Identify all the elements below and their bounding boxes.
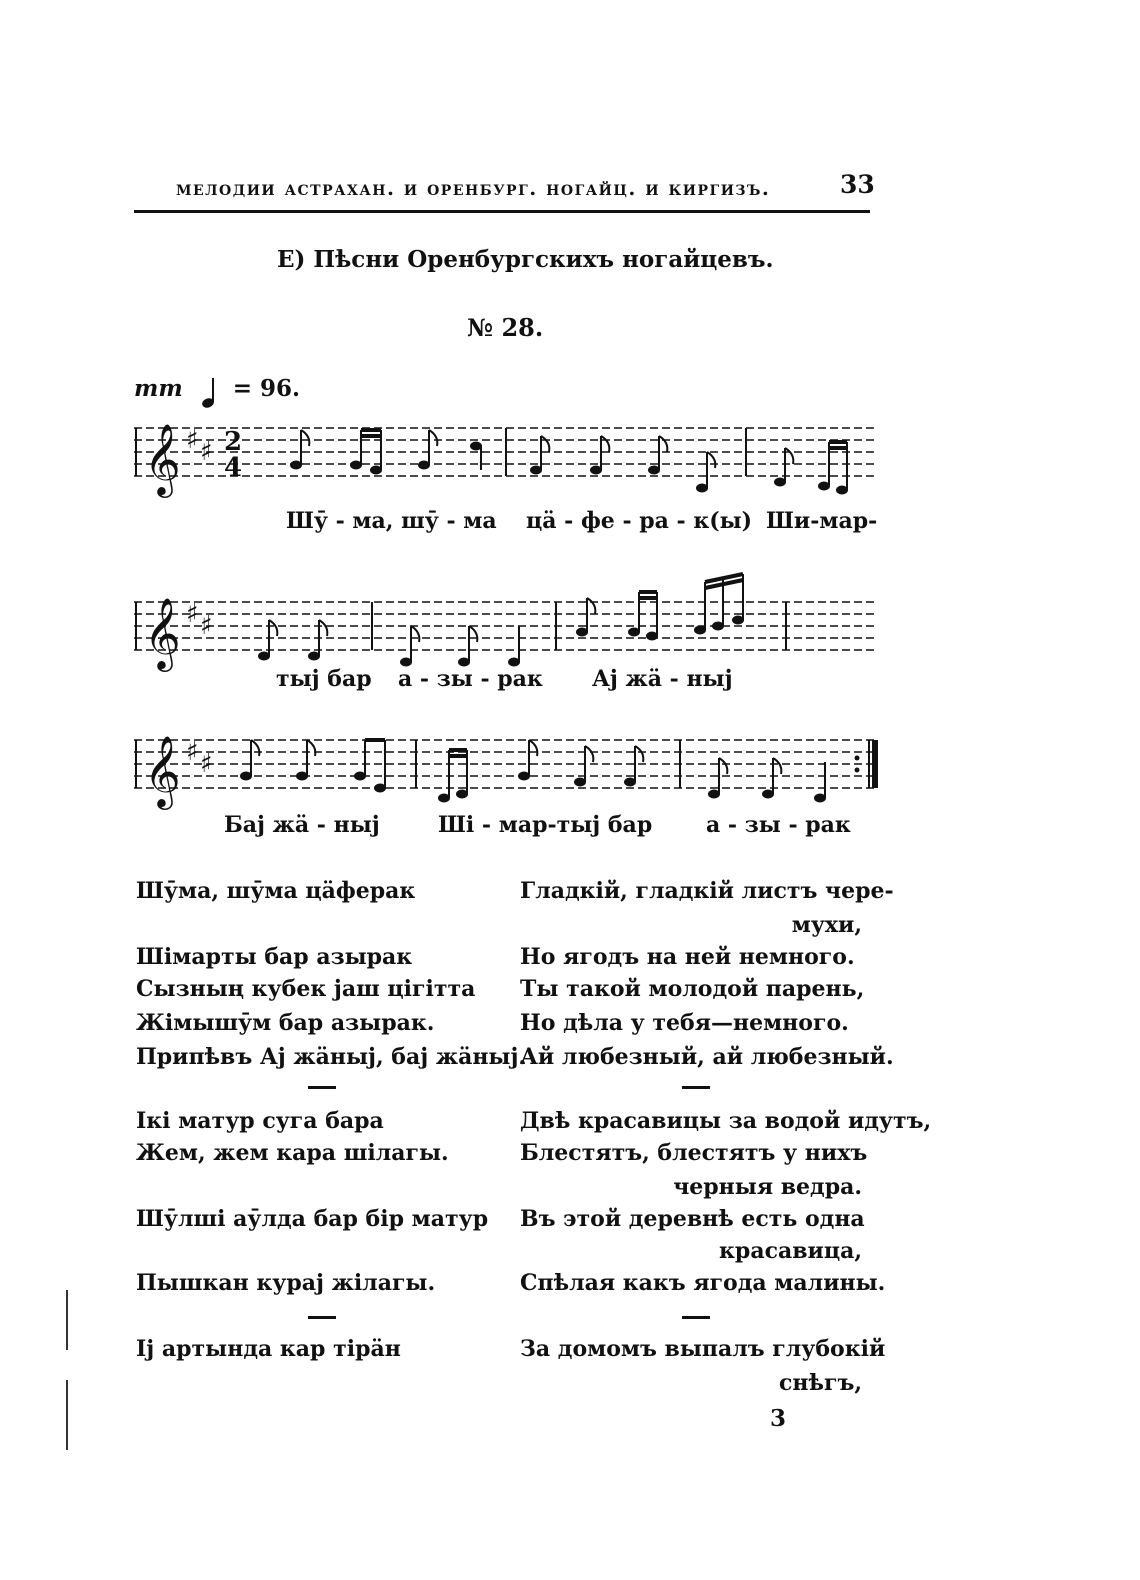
- sharp-icon: ♯: [200, 611, 213, 641]
- staff-3-lyric-2: Ші - мар-тыј бар: [438, 812, 653, 838]
- verse-right-line: Спѣлая какъ ягода малины.: [520, 1270, 886, 1296]
- tempo-value: = 96.: [232, 375, 301, 402]
- song-number: № 28.: [467, 313, 544, 342]
- verse-right-line: Въ этой деревнѣ есть одна: [520, 1206, 865, 1232]
- verse-right-line: Блестятъ, блестятъ у нихъ: [520, 1140, 868, 1166]
- stanza-divider: [308, 1086, 336, 1089]
- staff-2-lyric-2: а - зы - рак: [398, 666, 543, 692]
- verse-right-line: Ты такой молодой парень,: [520, 976, 865, 1002]
- verses-right-column: [520, 0, 932, 1580]
- verse-left-line: Припѣвъ Ај жӓныј, бај жӓныј.: [136, 1044, 527, 1070]
- staff-1-lyric-3: Ши-мар-: [766, 508, 878, 534]
- stanza-divider: [682, 1086, 710, 1089]
- section-title: Е) Пѣсни Оренбургскихъ ногайцевъ.: [277, 246, 774, 273]
- stanza-divider: [308, 1316, 336, 1319]
- verse-left-line: Шӯлші аӯлда бар бір матур: [136, 1206, 489, 1232]
- verse-right-line: черныя ведра.: [673, 1174, 862, 1200]
- staff-2-lyric-3: Ај жӓ - ныј: [592, 666, 733, 692]
- sharp-icon: ♯: [200, 437, 213, 467]
- verse-right-line: красавица,: [719, 1238, 862, 1264]
- sharp-icon: ♯: [186, 425, 199, 455]
- verse-left-line: Жем, жем кара шілагы.: [136, 1140, 449, 1166]
- stanza-divider: [682, 1316, 710, 1319]
- verse-right-line: Но дѣла у тебя—немного.: [520, 1010, 849, 1036]
- staff-3-lyric-3: а - зы - рак: [706, 812, 851, 838]
- verse-left-line: Жімышӯм бар азырак.: [136, 1010, 435, 1036]
- verse-right-line: Но ягодъ на ней немного.: [520, 944, 855, 970]
- time-signature-top: 2: [224, 427, 243, 457]
- margin-scan-line: [66, 1290, 68, 1350]
- running-head: мелодии астрахан. и оренбург. ногайц. и киргизъ.: [176, 176, 771, 200]
- verse-left-line: Шімарты бар азырак: [136, 944, 413, 970]
- verse-right-line: Гладкій, гладкій листъ чере-: [520, 878, 894, 904]
- staff-1-lyric-1: Шӯ - ма, шӯ - ма: [286, 508, 497, 534]
- verse-right-line: Ай любезный, ай любезный.: [520, 1044, 894, 1070]
- signature-mark: 3: [770, 1405, 787, 1432]
- sharp-icon: ♯: [200, 749, 213, 779]
- verse-right-line: За домомъ выпалъ глубокій: [520, 1336, 886, 1362]
- staff-2-lyric-1: тыј бар: [276, 666, 372, 692]
- margin-scan-line: [66, 1380, 68, 1450]
- treble-clef-icon: 𝄞: [144, 734, 181, 807]
- verse-left-line: Ікі матур суга бара: [136, 1108, 384, 1134]
- verse-left-line: Шӯма, шӯма цӓферак: [136, 878, 416, 904]
- staff-3-lyric-1: Бај жӓ - ныј: [224, 812, 380, 838]
- time-signature-bottom: 4: [224, 453, 243, 483]
- treble-clef-icon: 𝄞: [144, 422, 181, 495]
- page-number: 33: [840, 170, 875, 199]
- verse-left-line: Іj артында кар тірӓн: [136, 1336, 401, 1362]
- verse-left-line: Пышкан кураj жілагы.: [136, 1270, 436, 1296]
- verse-right-line: Двѣ красавицы за водой идутъ,: [520, 1108, 932, 1134]
- verse-left-line: Сызның кубек јаш цігітта: [136, 976, 476, 1002]
- tempo-prefix: mm: [134, 375, 183, 402]
- staff-1-lyric-2: цӓ - фе - ра - к(ы): [526, 508, 753, 534]
- verse-right-line: снѣгъ,: [779, 1370, 862, 1396]
- verse-right-line: мухи,: [791, 912, 862, 938]
- treble-clef-icon: 𝄞: [144, 596, 181, 669]
- sharp-icon: ♯: [186, 737, 199, 767]
- sharp-icon: ♯: [186, 599, 199, 629]
